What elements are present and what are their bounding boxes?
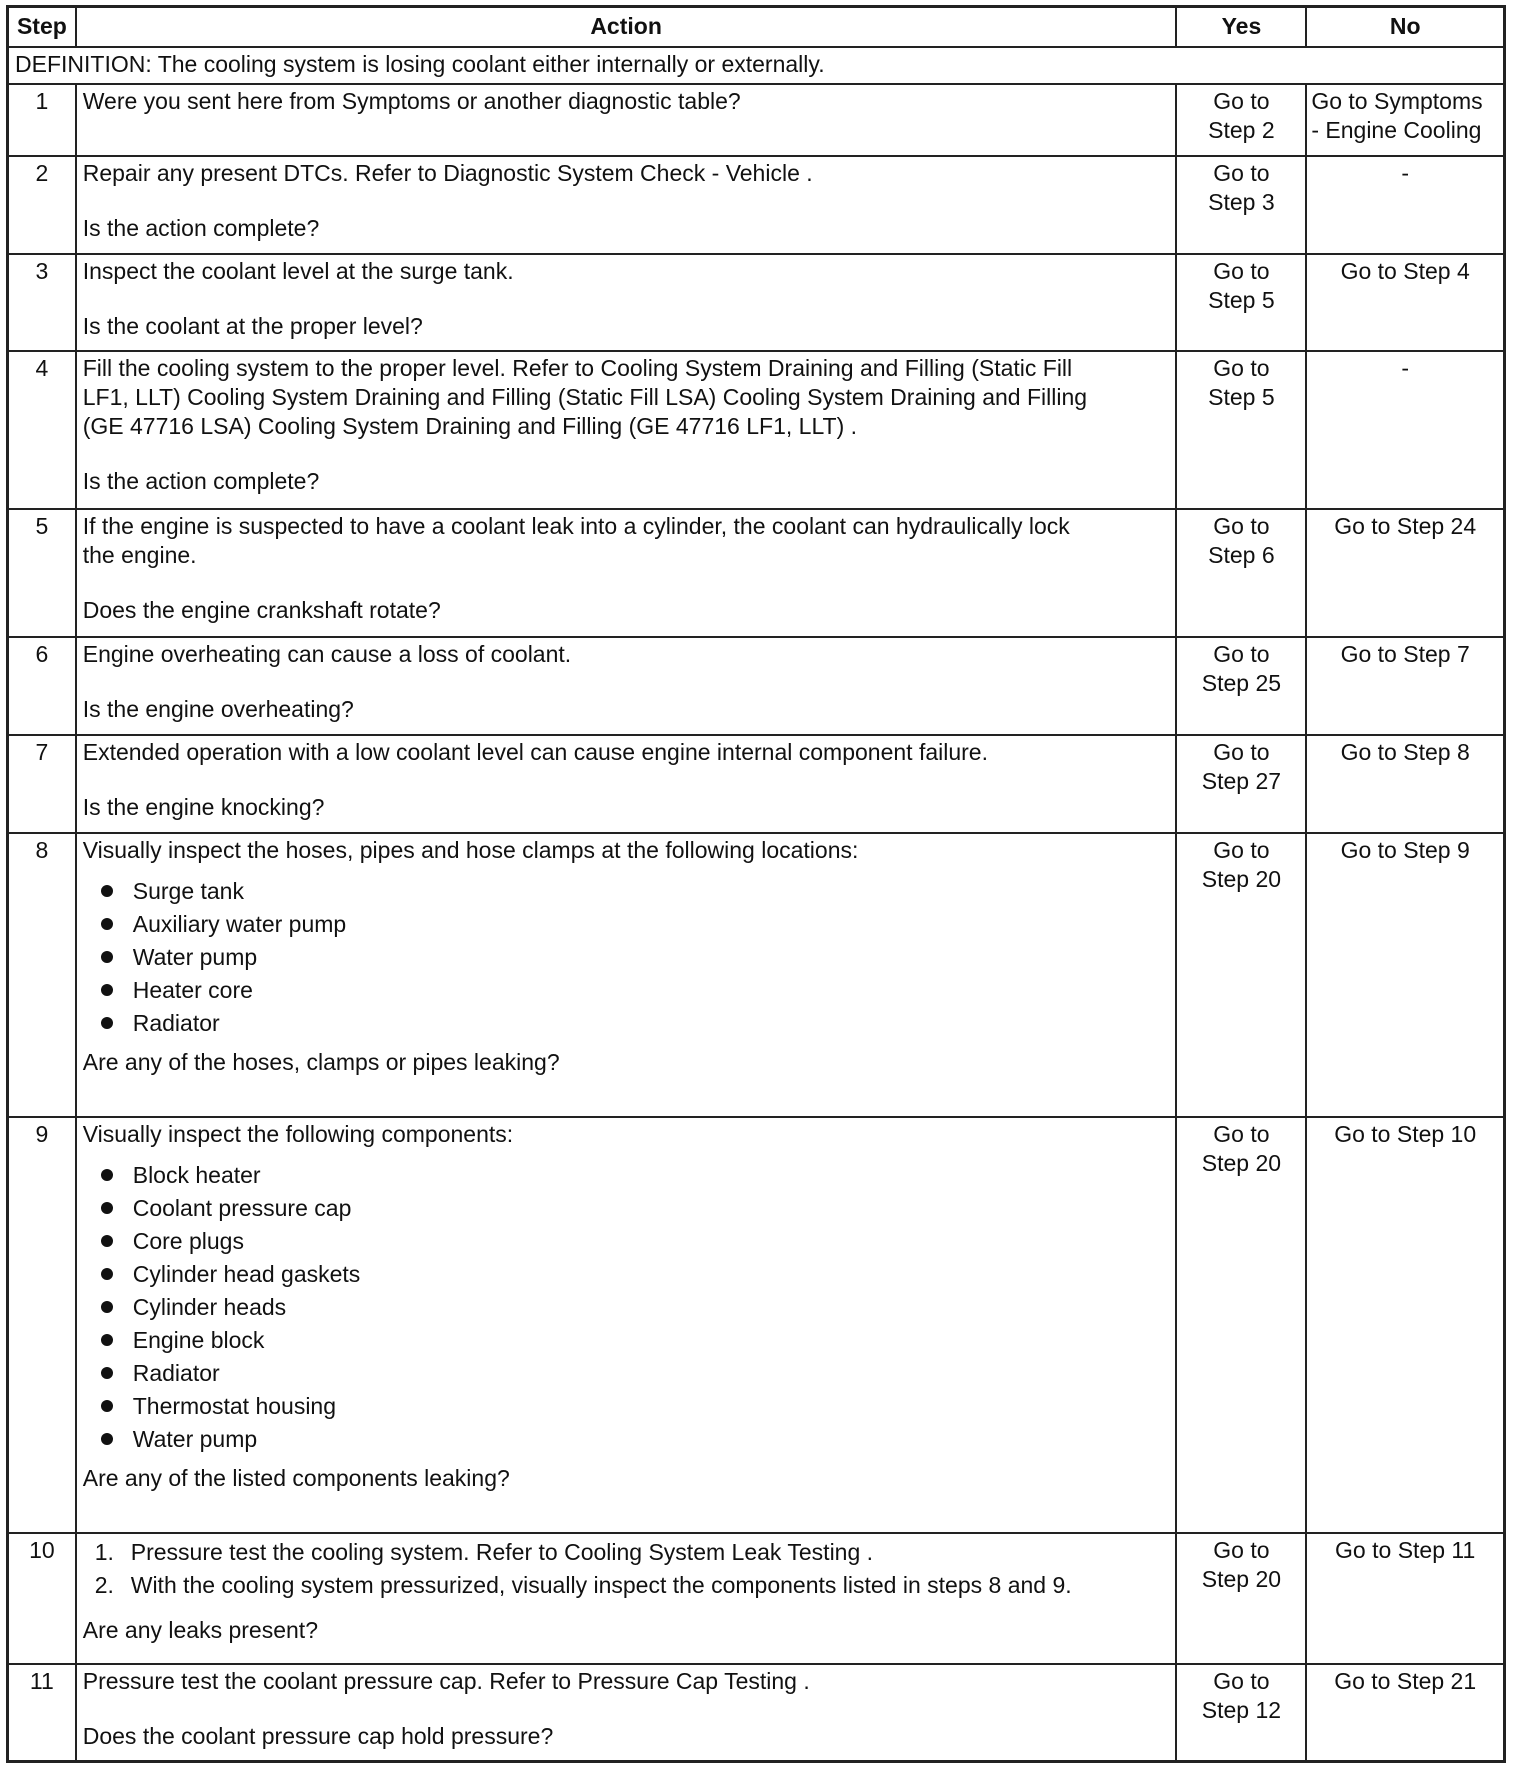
no-line: Go to Step 10 xyxy=(1334,1121,1477,1148)
action-question: Are any of the listed components leaking? xyxy=(82,1465,510,1492)
action-cell xyxy=(76,1117,1177,1533)
yes-line: Go to xyxy=(1213,1121,1270,1148)
no-line: Go to Step 7 xyxy=(1340,641,1470,668)
bullet-dot-icon xyxy=(101,1268,113,1280)
yes-line: Go to xyxy=(1213,1536,1270,1563)
no-cell xyxy=(1306,351,1504,509)
yes-cell xyxy=(1176,509,1306,637)
table-row xyxy=(8,351,1505,509)
list-item: 2. With the cooling system pressurized, visually inspect the components listed in steps 8 and 9. xyxy=(94,1571,1072,1598)
list-item: Cylinder head gaskets xyxy=(101,1258,1170,1291)
action-cell xyxy=(76,156,1177,254)
step-number: 6 xyxy=(8,637,76,735)
no-cell xyxy=(1306,84,1504,156)
yes-line: Step 12 xyxy=(1201,1696,1282,1723)
action-text-line: the engine. xyxy=(82,542,197,569)
action-cell xyxy=(76,84,1177,156)
yes-cell xyxy=(1176,351,1306,509)
yes-cell xyxy=(1176,254,1306,352)
list-item: Radiator xyxy=(101,1007,1170,1040)
no-cell xyxy=(1306,1664,1504,1762)
yes-line: Go to xyxy=(1213,1667,1270,1694)
header-row xyxy=(8,7,1505,47)
bullet-list xyxy=(83,1159,1170,1456)
no-cell xyxy=(1306,1117,1504,1533)
yes-line: Go to xyxy=(1213,87,1270,114)
action-question: Is the action complete? xyxy=(82,215,320,242)
bullet-dot-icon xyxy=(101,1017,113,1029)
action-question: Is the action complete? xyxy=(82,468,320,495)
table-row xyxy=(8,1533,1505,1664)
list-item: Core plugs xyxy=(101,1225,1170,1258)
list-item: Heater core xyxy=(101,974,1170,1007)
bullet-dot-icon xyxy=(101,984,113,996)
action-text-line: Fill the cooling system to the proper level. Refer to Cooling System Draining and Filling (Static Fill xyxy=(82,355,1073,382)
list-item: Coolant pressure cap xyxy=(101,1192,1170,1225)
action-text: Pressure test the coolant pressure cap. Refer to Pressure Cap Testing . xyxy=(82,1667,810,1694)
header-no: No xyxy=(1306,7,1504,47)
definition-text: DEFINITION: The cooling system is losing coolant either internally or externally. xyxy=(8,47,1505,84)
bullet-dot-icon xyxy=(101,1169,113,1181)
action-cell xyxy=(76,351,1177,509)
yes-cell xyxy=(1176,1117,1306,1533)
yes-cell xyxy=(1176,156,1306,254)
table-row xyxy=(8,509,1505,637)
action-question: Is the engine knocking? xyxy=(82,793,325,820)
no-line: Go to Step 21 xyxy=(1334,1667,1477,1694)
action-cell xyxy=(76,254,1177,352)
action-text-line: LF1, LLT) Cooling System Draining and Filling (Static Fill LSA) Cooling System Draining and Filling xyxy=(82,384,1088,411)
action-question: Are any of the hoses, clamps or pipes leaking? xyxy=(82,1048,560,1075)
bullet-dot-icon xyxy=(101,1334,113,1346)
list-item: Surge tank xyxy=(101,875,1170,908)
step-number: 11 xyxy=(8,1664,76,1762)
no-cell xyxy=(1306,735,1504,833)
yes-line: Step 2 xyxy=(1208,116,1275,143)
action-cell xyxy=(76,1664,1177,1762)
step-number: 1 xyxy=(8,84,76,156)
table-row xyxy=(8,156,1505,254)
bullet-dot-icon xyxy=(101,918,113,930)
list-item: Water pump xyxy=(101,1423,1170,1456)
action-cell xyxy=(76,509,1177,637)
no-line: Go to Symptoms xyxy=(1311,87,1483,114)
no-line: Go to Step 24 xyxy=(1334,513,1477,540)
no-cell xyxy=(1306,509,1504,637)
yes-line: Step 5 xyxy=(1208,286,1275,313)
action-question: Are any leaks present? xyxy=(82,1616,318,1643)
no-cell xyxy=(1306,156,1504,254)
yes-line: Step 20 xyxy=(1201,1565,1282,1592)
action-text: Visually inspect the hoses, pipes and hose clamps at the following locations: xyxy=(82,836,859,863)
step-number: 9 xyxy=(8,1117,76,1533)
table-row xyxy=(8,833,1505,1118)
yes-line: Go to xyxy=(1213,738,1270,765)
list-item: Thermostat housing xyxy=(101,1390,1170,1423)
yes-line: Step 6 xyxy=(1208,542,1275,569)
yes-cell xyxy=(1176,84,1306,156)
no-cell xyxy=(1306,1533,1504,1664)
bullet-dot-icon xyxy=(101,1433,113,1445)
yes-line: Go to xyxy=(1213,513,1270,540)
numbered-list xyxy=(83,1536,1170,1602)
action-text-line: (GE 47716 LSA) Cooling System Draining and Filling (GE 47716 LF1, LLT) . xyxy=(82,413,858,440)
definition-row xyxy=(8,47,1505,84)
header-step: Step xyxy=(8,7,76,47)
no-line: - xyxy=(1401,355,1409,382)
action-text: Engine overheating can cause a loss of coolant. xyxy=(82,641,572,668)
no-line: - xyxy=(1401,160,1409,187)
step-number: 7 xyxy=(8,735,76,833)
yes-line: Go to xyxy=(1213,641,1270,668)
no-line: Go to Step 11 xyxy=(1335,1536,1476,1563)
action-cell xyxy=(76,735,1177,833)
step-number: 4 xyxy=(8,351,76,509)
diagnostic-table-container xyxy=(6,5,1506,1763)
action-cell xyxy=(76,1533,1177,1664)
yes-cell xyxy=(1176,637,1306,735)
diagnostic-table xyxy=(6,5,1506,1763)
action-text: Inspect the coolant level at the surge tank. xyxy=(82,257,514,284)
list-item: Engine block xyxy=(101,1324,1170,1357)
header-action: Action xyxy=(76,7,1177,47)
no-cell xyxy=(1306,637,1504,735)
yes-line: Step 27 xyxy=(1201,767,1282,794)
yes-line: Go to xyxy=(1213,836,1270,863)
action-cell xyxy=(76,833,1177,1118)
list-item: Block heater xyxy=(101,1159,1170,1192)
header-yes: Yes xyxy=(1176,7,1306,47)
bullet-dot-icon xyxy=(101,1367,113,1379)
action-question: Does the coolant pressure cap hold pressure? xyxy=(82,1722,554,1749)
bullet-dot-icon xyxy=(101,1301,113,1313)
step-number: 2 xyxy=(8,156,76,254)
list-item: Cylinder heads xyxy=(101,1291,1170,1324)
step-number: 3 xyxy=(8,254,76,352)
bullet-dot-icon xyxy=(101,1202,113,1214)
action-question: Does the engine crankshaft rotate? xyxy=(82,597,441,624)
table-row xyxy=(8,1117,1505,1533)
list-item: Auxiliary water pump xyxy=(101,908,1170,941)
yes-line: Step 5 xyxy=(1208,384,1275,411)
action-cell xyxy=(76,637,1177,735)
list-item: Water pump xyxy=(101,941,1170,974)
yes-line: Go to xyxy=(1213,355,1270,382)
action-text-line: If the engine is suspected to have a coolant leak into a cylinder, the coolant can hydraulically lock xyxy=(82,513,1070,540)
action-text: Were you sent here from Symptoms or another diagnostic table? xyxy=(82,87,741,114)
step-number: 8 xyxy=(8,833,76,1118)
yes-line: Step 20 xyxy=(1201,1150,1282,1177)
no-line: Go to Step 4 xyxy=(1340,257,1470,284)
yes-line: Step 3 xyxy=(1208,189,1275,216)
table-row xyxy=(8,637,1505,735)
bullet-dot-icon xyxy=(101,885,113,897)
table-row xyxy=(8,735,1505,833)
list-item: 1. Pressure test the cooling system. Refer to Cooling System Leak Testing . xyxy=(94,1538,874,1565)
yes-cell xyxy=(1176,833,1306,1118)
yes-line: Go to xyxy=(1213,160,1270,187)
action-text: Repair any present DTCs. Refer to Diagnostic System Check - Vehicle . xyxy=(82,160,813,187)
step-number: 5 xyxy=(8,509,76,637)
action-text: Visually inspect the following components: xyxy=(82,1121,514,1148)
list-item: Radiator xyxy=(101,1357,1170,1390)
table-row xyxy=(8,254,1505,352)
bullet-dot-icon xyxy=(101,1400,113,1412)
no-line: Go to Step 8 xyxy=(1340,738,1470,765)
yes-line: Go to xyxy=(1213,257,1270,284)
step-number: 10 xyxy=(8,1533,76,1664)
bullet-list xyxy=(83,875,1170,1040)
no-line: - Engine Cooling xyxy=(1311,116,1482,143)
yes-cell xyxy=(1176,1533,1306,1664)
action-question: Is the engine overheating? xyxy=(82,696,354,723)
yes-line: Step 20 xyxy=(1201,865,1282,892)
no-cell xyxy=(1306,833,1504,1118)
yes-cell xyxy=(1176,735,1306,833)
yes-line: Step 25 xyxy=(1201,670,1282,697)
no-line: Go to Step 9 xyxy=(1340,836,1470,863)
table-row xyxy=(8,84,1505,156)
action-text: Extended operation with a low coolant level can cause engine internal component failure. xyxy=(82,738,988,765)
bullet-dot-icon xyxy=(101,951,113,963)
no-cell xyxy=(1306,254,1504,352)
bullet-dot-icon xyxy=(101,1235,113,1247)
action-question: Is the coolant at the proper level? xyxy=(82,312,423,339)
table-row xyxy=(8,1664,1505,1762)
yes-cell xyxy=(1176,1664,1306,1762)
